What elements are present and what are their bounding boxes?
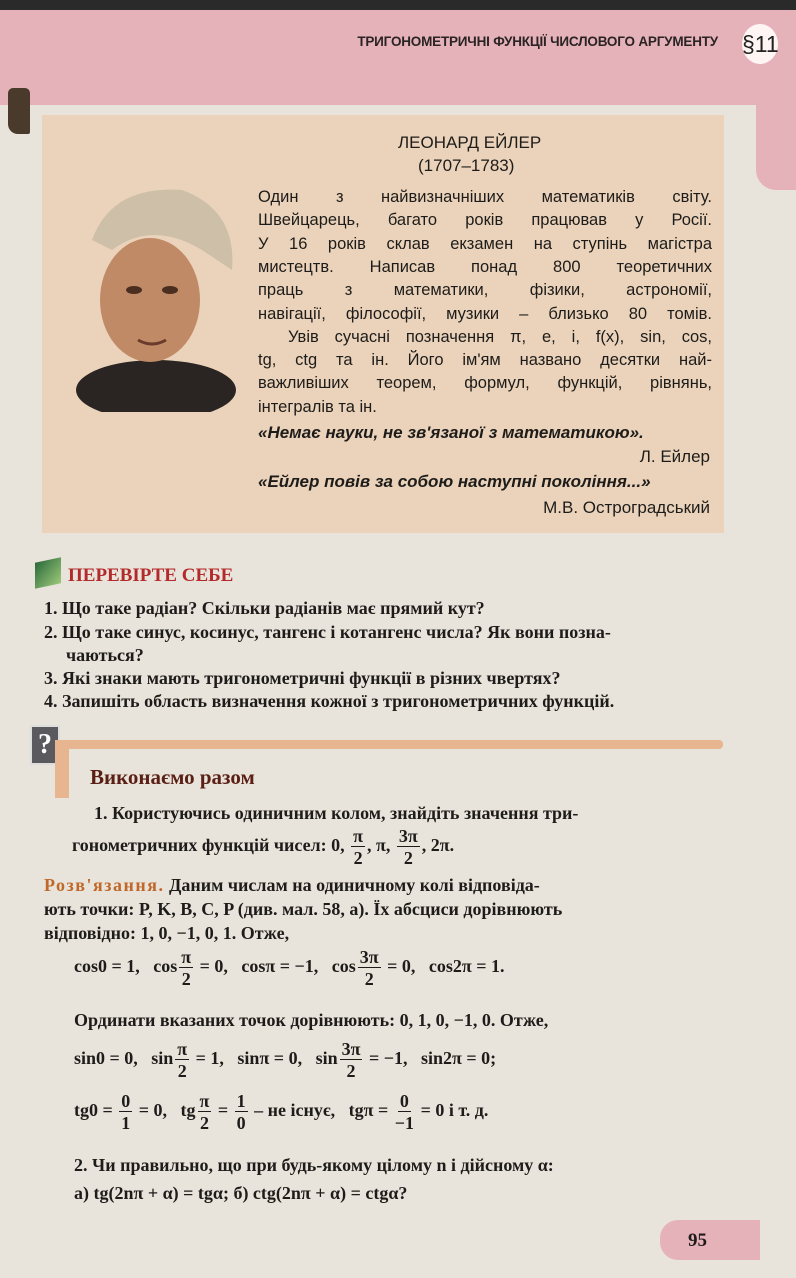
question-notebook-icon: ? (30, 725, 60, 765)
bio-line: У 16 років склав екзамен на ступінь магістра (258, 234, 712, 253)
denominator: 2 (364, 969, 374, 989)
math-text: , π, (367, 835, 395, 856)
math-text: = 0, cos2π = 1. (382, 956, 505, 977)
math-text: = 1, sinπ = 0, sin (191, 1048, 338, 1069)
check-question: 4. Запишіть область визначення кожної з тригонометричних функцій. (44, 691, 615, 711)
check-question: 2. Що таке синус, косинус, тангенс і котангенс числа? Як вони позна- (44, 622, 611, 642)
quote-1: «Немає науки, не зв'язаної з математикою». (258, 423, 644, 442)
fraction (340, 1040, 363, 1080)
quote-2-author: М.В. Остроградський (543, 498, 710, 517)
task1-line1: 1. Користуючись одиничним колом, знайдіть значення три- (94, 803, 579, 823)
denominator: 2 (177, 1061, 187, 1081)
numerator: 3π (398, 826, 418, 846)
page-tab (660, 1220, 760, 1260)
euler-portrait (72, 180, 240, 412)
fraction (179, 948, 193, 988)
math-text: = 0, tg (134, 1100, 196, 1121)
together-title: Виконаємо разом (90, 765, 255, 789)
solution-line2: ють точки: P, K, B, C, P (див. мал. 58, а). Їх абсциси дорівнюють (44, 899, 563, 919)
math-text: = (213, 1100, 233, 1121)
numerator: π (181, 947, 192, 967)
denominator: 2 (353, 848, 363, 868)
math-text: гонометричних функцій чисел: 0, (72, 835, 350, 856)
quote-2: «Ейлер повів за собою наступні покоління...» (258, 472, 651, 491)
bio-line: Швейцарець, багато років працював у Росії. (258, 211, 712, 230)
bio-line: Увів сучасні позначення π, e, i, f(x), sin, cos, (288, 327, 712, 346)
quote-1-author: Л. Ейлер (639, 447, 710, 466)
ordinates-line: Ординати вказаних точок дорівнюють: 0, 1, 0, −1, 0. Отже, (74, 1010, 549, 1030)
fraction (395, 1092, 414, 1132)
bio-line: мистецтв. Написав понад 800 теоретичних (258, 257, 712, 276)
fraction (358, 948, 381, 988)
math-text: tg0 = (74, 1100, 118, 1121)
bio-line: праць з математики, фізики, астрономії, (258, 281, 712, 300)
task1-line2 (72, 827, 454, 867)
math-text: = −1, sin2π = 0; (364, 1048, 497, 1069)
fraction (175, 1040, 189, 1080)
fraction (119, 1092, 132, 1132)
running-header: ТРИГОНОМЕТРИЧНІ ФУНКЦІЇ ЧИСЛОВОГО АРГУМЕНТУ (357, 34, 718, 49)
denominator: 2 (346, 1061, 356, 1081)
sin-line (74, 1040, 496, 1080)
solution-text: Даним числам на одиничному колі відповіда- (164, 875, 540, 895)
denominator: −1 (394, 1113, 415, 1133)
math-text: sin0 = 0, sin (74, 1048, 174, 1069)
math-text: = 0, cosπ = −1, cos (195, 956, 356, 977)
bio-line: важливіших теорем, формул, функцій, рівнянь, (258, 374, 712, 393)
denominator: 1 (121, 1113, 131, 1133)
bio-line: навігації, філософії, музики – близько 80 томів. (258, 304, 712, 323)
denominator: 0 (236, 1113, 246, 1133)
divider-vertical (55, 740, 69, 798)
task2-line1: 2. Чи правильно, що при будь-якому цілому n і дійсному α: (74, 1155, 554, 1175)
numerator: π (353, 826, 364, 846)
numerator: 3π (341, 1039, 361, 1059)
solution-line1 (44, 875, 540, 896)
section-number: §11 (742, 24, 778, 64)
solution-label: Розв'язання. (44, 875, 165, 895)
check-yourself-title: ПЕРЕВІРТЕ СЕБЕ (68, 565, 234, 586)
math-text: , 2π. (421, 835, 455, 856)
numerator: 0 (399, 1091, 409, 1111)
header-band (0, 0, 796, 105)
math-text: cos0 = 1, cos (74, 956, 178, 977)
numerator: 3π (359, 947, 379, 967)
check-question: чаються? (66, 645, 144, 665)
bio-name: ЛЕОНАРД ЕЙЛЕР (398, 133, 542, 152)
bio-line: Один з найвизначніших математиків світу. (258, 188, 712, 206)
denominator: 2 (403, 848, 413, 868)
side-band (756, 100, 796, 190)
check-question: 3. Які знаки мають тригонометричні функції в різних чвертях? (44, 668, 561, 688)
math-text: – не існує, tgπ = (249, 1100, 393, 1121)
page-number: 95 (688, 1230, 707, 1251)
pin-icon (8, 88, 30, 134)
fraction (235, 1092, 248, 1132)
task2-line2: а) tg(2nπ + α) = tgα; б) ctg(2nπ + α) = ctgα? (74, 1183, 408, 1203)
fraction (397, 827, 420, 867)
numerator: 1 (236, 1091, 246, 1111)
check-yourself-icon (35, 557, 61, 589)
math-text: = 0 і т. д. (416, 1100, 489, 1121)
denominator: 2 (181, 969, 191, 989)
check-question: 1. Що таке радіан? Скільки радіанів має прямий кут? (44, 598, 485, 618)
tg-line (74, 1092, 488, 1132)
cos-line (74, 948, 505, 988)
denominator: 2 (199, 1113, 209, 1133)
numerator: π (199, 1091, 210, 1111)
bio-line: tg, ctg та ін. Його ім'ям названо десятки най- (258, 351, 712, 370)
numerator: π (177, 1039, 188, 1059)
bio-dates: (1707–1783) (418, 156, 515, 175)
solution-line3: відповідно: 1, 0, −1, 0, 1. Отже, (44, 923, 290, 943)
fraction (198, 1092, 212, 1132)
divider (55, 740, 723, 749)
fraction (351, 827, 365, 867)
numerator: 0 (121, 1091, 131, 1111)
bio-line: інтегралів та ін. (258, 397, 377, 416)
